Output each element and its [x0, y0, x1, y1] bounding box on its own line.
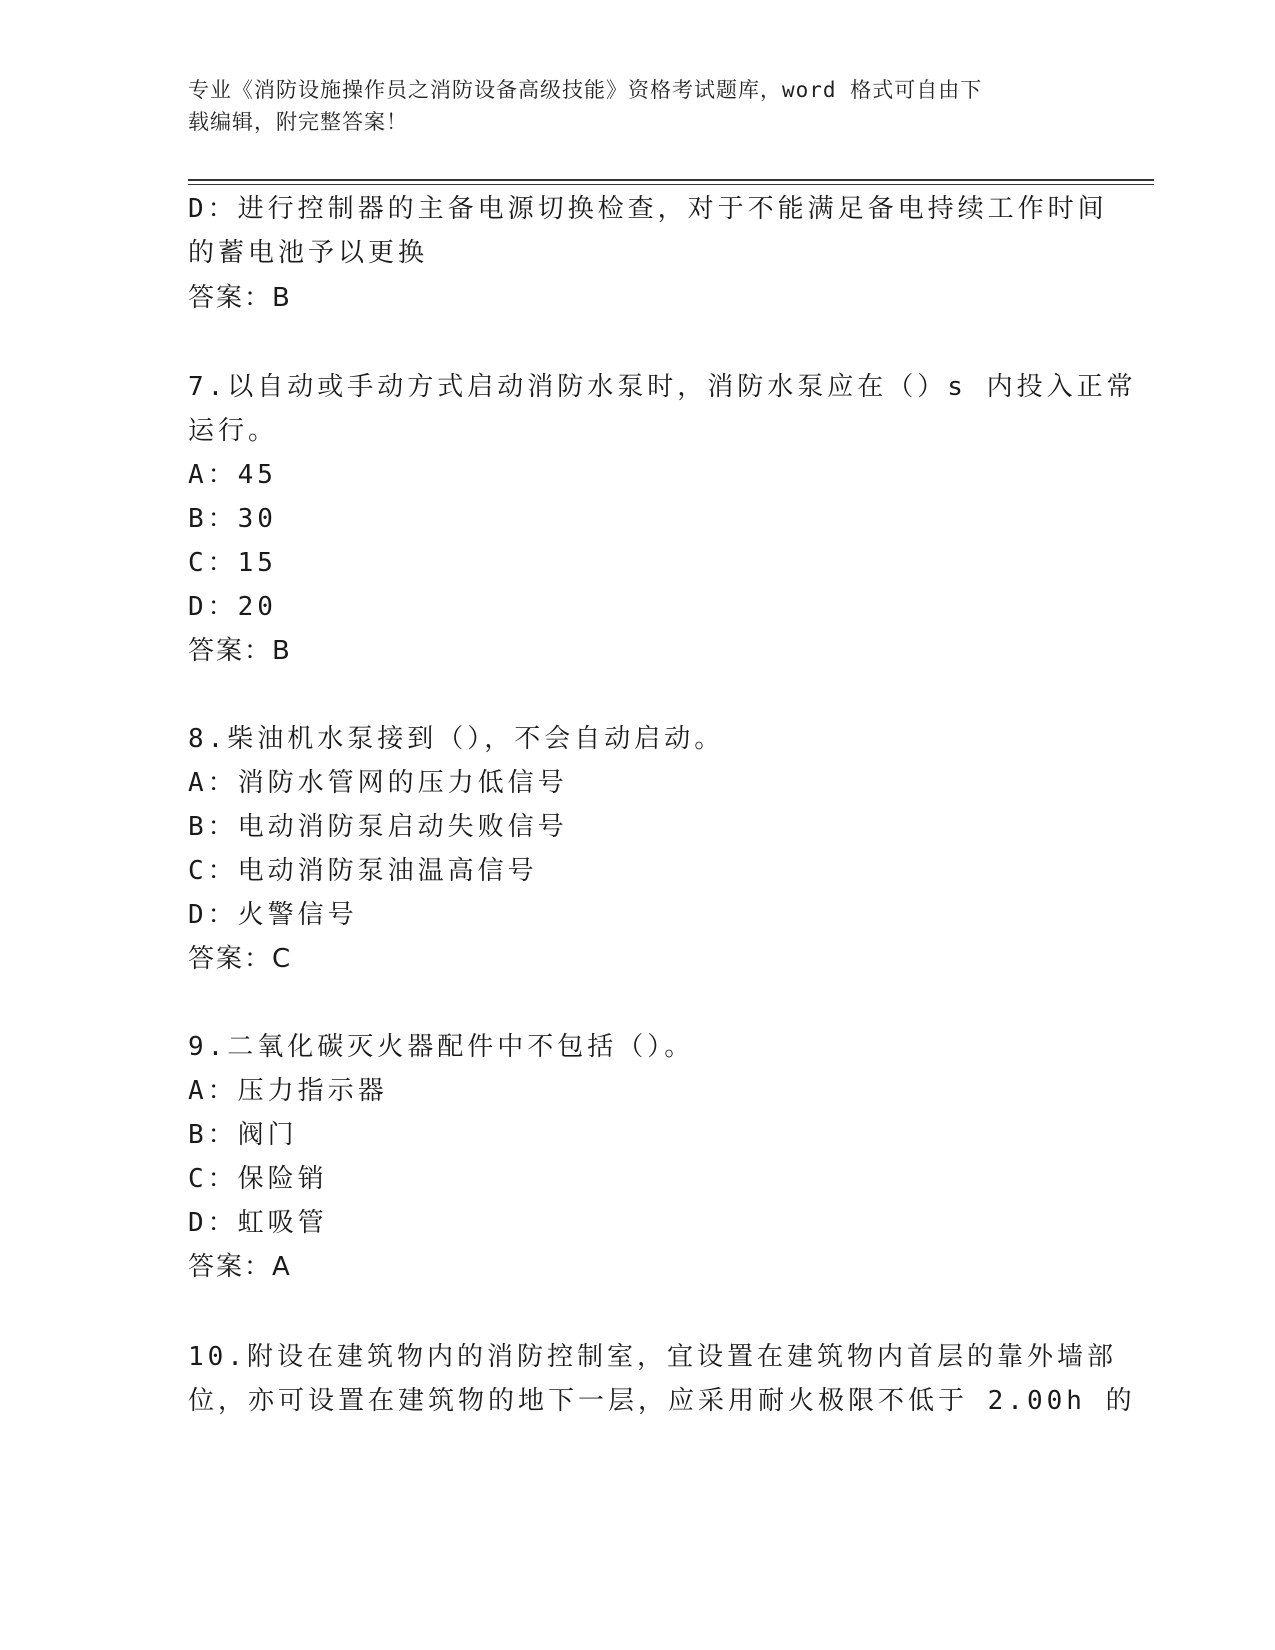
q7-stem-line2: 运行。: [188, 416, 279, 446]
q10-stem-line1: 10.附设在建筑物内的消防控制室，宜设置在建筑物内首层的靠外墙部: [188, 1342, 1117, 1372]
document-header: [188, 74, 1088, 138]
q7-stem-line1: 7.以自动或手动方式启动消防水泵时，消防水泵应在（）s 内投入正常: [188, 372, 1137, 402]
q9-answer: 答案：A: [188, 1252, 292, 1282]
header-divider-thin: [188, 184, 1154, 185]
q7-option-a: A：45: [188, 460, 277, 490]
q9-stem: 9.二氧化碳灭火器配件中不包括（）。: [188, 1032, 695, 1062]
q8-option-d: D：火警信号: [188, 900, 358, 930]
q6-option-d-line1: D：进行控制器的主备电源切换检查，对于不能满足备电持续工作时间: [188, 194, 1108, 224]
q8-stem: 8.柴油机水泵接到（），不会自动启动。: [188, 724, 725, 754]
q8-answer: 答案：C: [188, 944, 293, 974]
q7-option-b: B：30: [188, 504, 277, 534]
q7-option-c: C：15: [188, 548, 277, 578]
q8-option-b: B：电动消防泵启动失败信号: [188, 812, 568, 842]
q9-option-c: C：保险销: [188, 1164, 328, 1194]
q10-stem-line2: 位，亦可设置在建筑物的地下一层，应采用耐火极限不低于 2.00h 的: [188, 1386, 1136, 1416]
q6-answer: 答案：B: [188, 283, 292, 313]
header-line-1: 专业《消防设施操作员之消防设备高级技能》资格考试题库，word 格式可自由下: [188, 78, 983, 102]
q8-option-c: C：电动消防泵油温高信号: [188, 856, 538, 886]
q7-answer: 答案：B: [188, 636, 292, 666]
header-line-2: 载编辑，附完整答案！: [188, 110, 408, 134]
q8-option-a: A：消防水管网的压力低信号: [188, 768, 568, 798]
q9-option-d: D：虹吸管: [188, 1208, 328, 1238]
q9-option-a: A：压力指示器: [188, 1076, 388, 1106]
header-divider-thick: [188, 179, 1154, 181]
q7-option-d: D：20: [188, 592, 277, 622]
q6-option-d-line2: 的蓄电池予以更换: [188, 238, 429, 268]
q9-option-b: B：阀门: [188, 1120, 298, 1150]
